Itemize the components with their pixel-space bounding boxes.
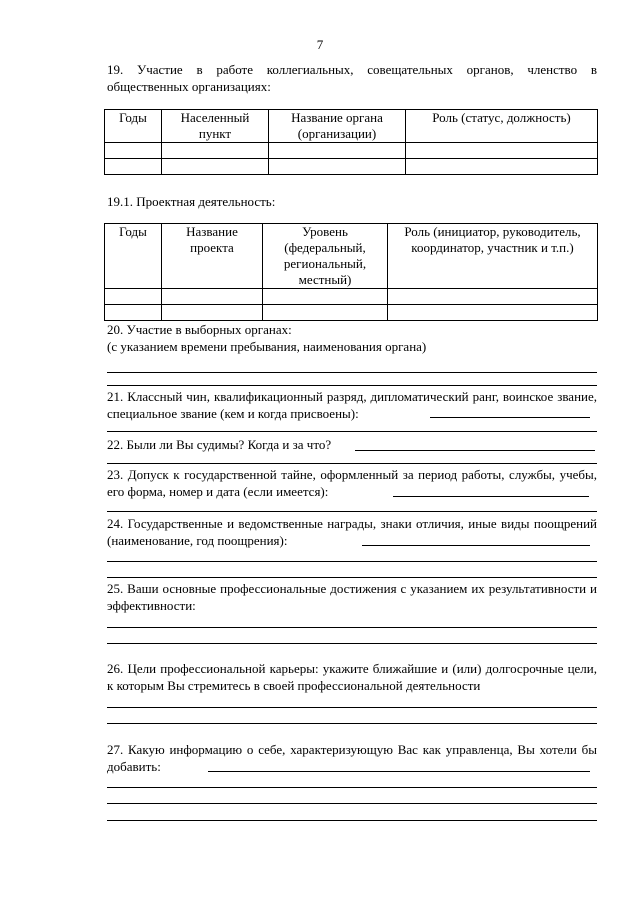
question-22-text: 22. Были ли Вы судимы? Когда и за что? — [107, 437, 332, 452]
question-27-text: 27. Какую информацию о себе, характеризующую Вас как управленца, Вы хотели бы добавить: — [107, 742, 597, 774]
answer-line[interactable] — [107, 372, 597, 373]
table-cell[interactable] — [269, 159, 406, 175]
question-20-text — [107, 321, 597, 355]
table-cell[interactable] — [263, 289, 388, 305]
table-cell[interactable] — [162, 289, 263, 305]
table-cell[interactable] — [388, 289, 598, 305]
table-cell[interactable] — [162, 143, 269, 159]
answer-line[interactable] — [107, 787, 597, 788]
table-row — [105, 305, 598, 321]
question-20-line1: 20. Участие в выборных органах: — [107, 322, 292, 337]
table-cell[interactable] — [105, 289, 162, 305]
answer-line[interactable] — [107, 627, 597, 628]
table-row — [105, 143, 598, 159]
table-cell[interactable] — [406, 143, 598, 159]
table-19-1-header-project: Название проекта — [162, 224, 263, 289]
answer-line[interactable] — [107, 820, 597, 821]
answer-line[interactable] — [107, 511, 597, 512]
answer-fill-line[interactable] — [430, 417, 590, 418]
table-19-1-header-years: Годы — [105, 224, 162, 289]
table-19-header-role: Роль (статус, должность) — [406, 110, 598, 143]
table-cell[interactable] — [406, 159, 598, 175]
table-19-header-organ: Название органа (организации) — [269, 110, 406, 143]
question-25-text: 25. Ваши основные профессиональные достижения с указанием их результативности и эффективности: — [107, 581, 597, 613]
answer-line[interactable] — [107, 643, 597, 644]
answer-fill-line[interactable] — [208, 771, 590, 772]
answer-fill-line[interactable] — [355, 450, 595, 451]
answer-line[interactable] — [107, 431, 597, 432]
question-19-1-text: 19.1. Проектная деятельность: — [107, 194, 276, 209]
table-cell[interactable] — [105, 159, 162, 175]
table-cell[interactable] — [105, 305, 162, 321]
question-20-line2: (с указанием времени пребывания, наименования органа) — [107, 339, 427, 354]
table-row — [105, 159, 598, 175]
answer-fill-line[interactable] — [362, 545, 590, 546]
table-cell[interactable] — [269, 143, 406, 159]
question-21-text: 21. Классный чин, квалификационный разряд, дипломатический ранг, воинское звание, специальное звание (кем и когда присвоены): — [107, 389, 597, 421]
table-19-1 — [104, 223, 598, 321]
question-19-text: 19. Участие в работе коллегиальных, совещательных органов, членство в общественных организациях: — [107, 62, 597, 94]
question-23-text: 23. Допуск к государственной тайне, оформленный за период работы, службы, учебы, его форма, номер и дата (если имеется): — [107, 467, 597, 499]
answer-line[interactable] — [107, 561, 597, 562]
table-19-header-locality: Населенный пункт — [162, 110, 269, 143]
answer-line[interactable] — [107, 723, 597, 724]
table-19 — [104, 109, 598, 175]
page-number: 7 — [316, 37, 324, 52]
table-cell[interactable] — [388, 305, 598, 321]
table-cell[interactable] — [162, 305, 263, 321]
table-19-1-header-level: Уровень (федеральный, региональный, местный) — [263, 224, 388, 289]
answer-line[interactable] — [107, 577, 597, 578]
answer-line[interactable] — [107, 803, 597, 804]
table-cell[interactable] — [263, 305, 388, 321]
answer-line[interactable] — [107, 707, 597, 708]
question-26-text: 26. Цели профессиональной карьеры: укажите ближайшие и (или) долгосрочные цели, к которым Вы стремитесь в своей профессиональной деятельности — [107, 661, 597, 693]
table-19-1-header-role: Роль (инициатор, руководитель, координатор, участник и т.п.) — [388, 224, 598, 289]
table-cell[interactable] — [105, 143, 162, 159]
table-row — [105, 289, 598, 305]
table-19-header-years: Годы — [105, 110, 162, 143]
answer-fill-line[interactable] — [393, 496, 589, 497]
table-cell[interactable] — [162, 159, 269, 175]
answer-line[interactable] — [107, 385, 597, 386]
answer-line[interactable] — [107, 463, 597, 464]
question-24-text: 24. Государственные и ведомственные награды, знаки отличия, иные виды поощрений (наименование, год поощрения): — [107, 516, 597, 548]
